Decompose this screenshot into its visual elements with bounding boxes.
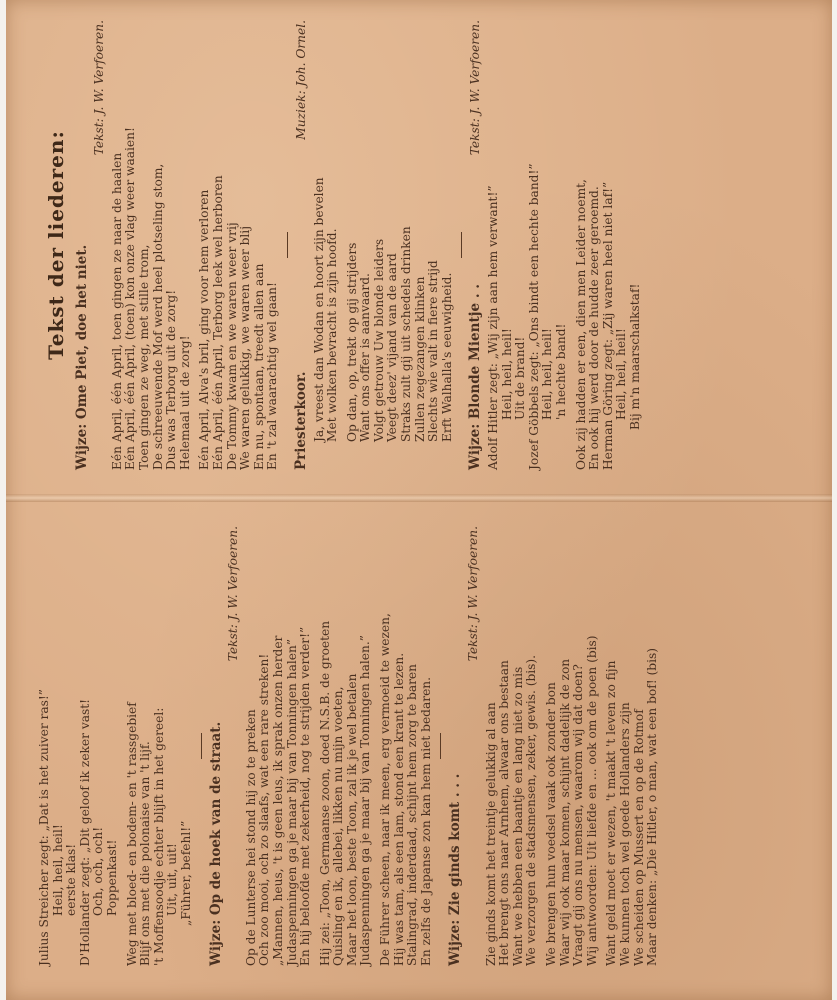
lyric-line: We kunnen toch wel goede Hollanders zijn	[617, 702, 632, 966]
song2-header	[292, 20, 309, 470]
lyric-line: Poppenkast!	[104, 839, 119, 916]
lyric-line: Wij antwoorden: Uit liefde en ... ook om de poen (bis)	[584, 635, 599, 966]
lyric-line: Och, och, och!	[91, 826, 106, 916]
lyric-line: Toen gingen ze weg, met stille trom,	[136, 244, 151, 470]
lyric-line: Zullen zegezangen klinken	[412, 276, 427, 442]
lyric-line: Met wolken bevracht is zijn hoofd.	[325, 228, 340, 442]
song-sheet	[6, 0, 832, 1000]
song2-title: Priesterkoor.	[292, 371, 309, 470]
lyric-line: Ook zij hadden er een, dien men Leider noemt,	[573, 179, 588, 470]
lyric-line: We brengen hun voedsel vaak ook zonder bon	[544, 682, 558, 966]
lyric-line: Veegt deez' vijand van de aard	[385, 253, 400, 442]
lyric-line: Och zoo mooi, och zo slaafs, wat een rare streken!	[257, 653, 272, 966]
lyric-line: Heil, heil, heil!	[499, 328, 514, 420]
song5-stanza3	[605, 526, 659, 966]
page-title: Tekst der liederen:	[44, 130, 68, 360]
lyric-line: 't Moffensoodje echter blijft in het gereel:	[151, 707, 166, 966]
lyric-line: Ja, vreest dan Wodan en hoort zijn bevelen	[311, 177, 326, 442]
lyric-line: Stalingrad, inderdaad, schijnt hem zorg te baren	[405, 664, 420, 966]
lyric-line: We waren gelukkig, we waren weer blij	[238, 226, 253, 470]
song1-credit: Tekst: J. W. Verfoeren.	[92, 20, 107, 156]
lyric-line: We verzorgen de stadsmensen, zeker, gewis. (bis).	[524, 654, 539, 966]
song1-stanza1	[111, 20, 193, 470]
lyric-line: Eén April, Alva's bril, ging voor hem verloren	[197, 189, 212, 470]
lyric-line: Herman Göring zegt: „Zij waren heel niet laf!”	[600, 181, 615, 470]
lyric-line: Helemaal uit de zorg!	[177, 335, 192, 470]
lyric-line: Op dan, op, trekt op gij strijders	[344, 242, 359, 442]
lyric-line: De schreeuwende Mof werd heel plotseling stom,	[150, 163, 165, 470]
lyric-line: D'Hollander zegt: „Dit geloof ik zeker vast!	[77, 698, 92, 966]
song4-tune: Wijze: Op de hoek van de straat.	[207, 721, 224, 966]
lyric-line: Eén April, één April, toen gingen ze naar de haalen	[109, 152, 124, 470]
song3-credit: Tekst: J. W. Verfoeren.	[468, 20, 483, 156]
lyric-line: Judaspenningen ga je maar bij van Tonningen halen”	[284, 638, 299, 966]
lyric-line: Straks zult gij uit schedels drinken	[399, 226, 414, 442]
song4-stanza2	[319, 526, 373, 966]
song5-stanza2	[545, 526, 599, 966]
song2-stanza2	[346, 20, 455, 470]
bottom-column	[38, 526, 660, 966]
song3-header	[469, 20, 483, 470]
lyric-line: En ook hij werd door de hudde zeer geroemd.	[587, 186, 602, 470]
lyric-line: Want ons offer is aanvaard.	[358, 273, 373, 442]
song3-verse	[487, 20, 569, 470]
lyric-line: Judaspenningen ga je maar bij van Tonningen halen.”	[358, 635, 373, 966]
lyric-line: De Führer scheen, naar ik meen, erg vermoeid te wezen,	[378, 613, 393, 966]
lyric-line: Jozef Göbbels zegt: „Ons bindt een hechte band!”	[526, 163, 541, 470]
lyric-line: Heil, heil, heil!	[540, 328, 555, 420]
lyric-line: Heil, heil, heil!	[614, 328, 629, 420]
lyric-line: „Mannen, heus, 't is geen leus, ik sprak onzen herder	[270, 635, 285, 966]
lyric-line: En nu, spontaan, treedt allen aan	[251, 263, 266, 470]
lyric-line: Eén April, één April, (toen) kon onze vlag weer waaien!	[123, 127, 138, 470]
lyric-line: En zelfs de Japanse zon kan hem niet bedaren.	[418, 676, 433, 966]
lyric-line: Eén April, één April, Terborg leek wel herboren	[210, 175, 225, 470]
lyric-line: Waar wij ook maar komen, schijnt dadelijk de zon	[557, 658, 572, 966]
divider	[440, 733, 441, 759]
song1-stanza2	[198, 20, 280, 470]
lyric-line: En hij beloofde met zekerheid, nog te strijden verder!”	[298, 626, 313, 966]
song1-tune: Wijze: Ome Piet, doe het niet.	[73, 244, 90, 470]
lyric-line: eerste klas!	[64, 843, 79, 916]
lyric-line: Vraagt gij ons nu mensen, waarom wij dat doen?	[571, 664, 586, 966]
lyric-line: Uit de brand!	[513, 336, 528, 420]
lyric-line: Maar het loon, beste Toon, zal ik je wel betalen	[344, 673, 359, 966]
song4-credit: Tekst: J. W. Verfoeren.	[226, 526, 241, 662]
lyric-line: Adolf Hitler zegt: „Wij zijn aan hem verwant!”	[486, 185, 501, 470]
lyric-line: Volgt getrouw Uw blonde leiders	[371, 238, 386, 442]
divider	[287, 232, 288, 258]
lyric-line: Dus was Terborg uit de zorg!	[164, 289, 179, 470]
song4-stanza1	[245, 526, 313, 966]
song3-stanza2	[575, 20, 643, 470]
lyric-line: Hij zei: „Toon, Germaanse zoon, doed N.S.B. de groeten	[317, 620, 332, 966]
song3-continued	[38, 526, 120, 966]
song2-stanza1	[313, 20, 340, 470]
lyric-line: Julius Streicher zegt: „Dat is het zuiver ras!”	[37, 688, 51, 966]
lyric-line: Uit, uit, uit!	[165, 843, 180, 916]
divider	[201, 733, 202, 759]
lyric-line: Op de Lunterse hei stond hij zo te preken	[243, 709, 258, 966]
lyric-line: Want we hebben een baantje en lang niet zo mis	[510, 666, 525, 966]
divider	[461, 232, 462, 258]
paper-fold	[6, 494, 832, 502]
lyric-line: Quisling en ik, allebei, likken nu mijn voeten,	[331, 686, 346, 966]
top-column-1	[44, 20, 643, 470]
lyric-line: Slechts wie valt in fiere strijd	[426, 260, 441, 442]
lyric-line: En 't zal waarachtig wel gaan!	[265, 282, 280, 470]
lyric-line: Heil, heil, heil!	[50, 824, 65, 916]
lyric-line: Bij m'n maarschalkstaf!	[627, 283, 642, 430]
lyric-line: Want geld moet er wezen, 't maakt 't leven zo fijn	[604, 660, 619, 966]
lyric-line: Blijf ons met die polonaise van 't lijf.	[138, 741, 153, 966]
top-page	[12, 0, 837, 494]
lyric-line: „Führer, befehl!”	[178, 820, 193, 926]
bottom-page	[12, 506, 837, 1000]
lyric-line: Weg met bloed- en bodem- en 't rassgebief	[124, 702, 139, 966]
lyric-line: De Tommy kwam en we waren weer vrij	[224, 222, 239, 470]
lyric-line: Erft Walhalla's eeuwigheid.	[439, 272, 454, 442]
song4-stanza3	[379, 526, 433, 966]
song5-stanza1	[485, 526, 539, 966]
lyric-line: 'n hechte band!	[554, 323, 568, 420]
lyric-line: Maar denken: „Die Hitler, o man, wat een bof! (bis)	[645, 648, 660, 966]
song3-continued-stanza2	[126, 526, 194, 966]
lyric-line: We scheiden op Mussert en op de Rotmof	[631, 709, 646, 966]
song3-tune: Wijze: Blonde Mientje . .	[467, 284, 484, 470]
lyric-line: Hij was tam, als een lam, stond een krant te lezen.	[391, 652, 406, 966]
song5-tune: Wijze: Zie ginds komt . . .	[447, 773, 464, 966]
song2-credit: Muziek: Joh. Ornel.	[293, 20, 308, 140]
lyric-line: Het brengt ons naar Arnhem, alwaar ons bestaan	[497, 660, 512, 966]
lyric-line: Zie ginds komt het treintje gelukkig al aan	[483, 702, 498, 966]
song5-credit: Tekst: J. W. Verfoeren.	[466, 526, 481, 662]
